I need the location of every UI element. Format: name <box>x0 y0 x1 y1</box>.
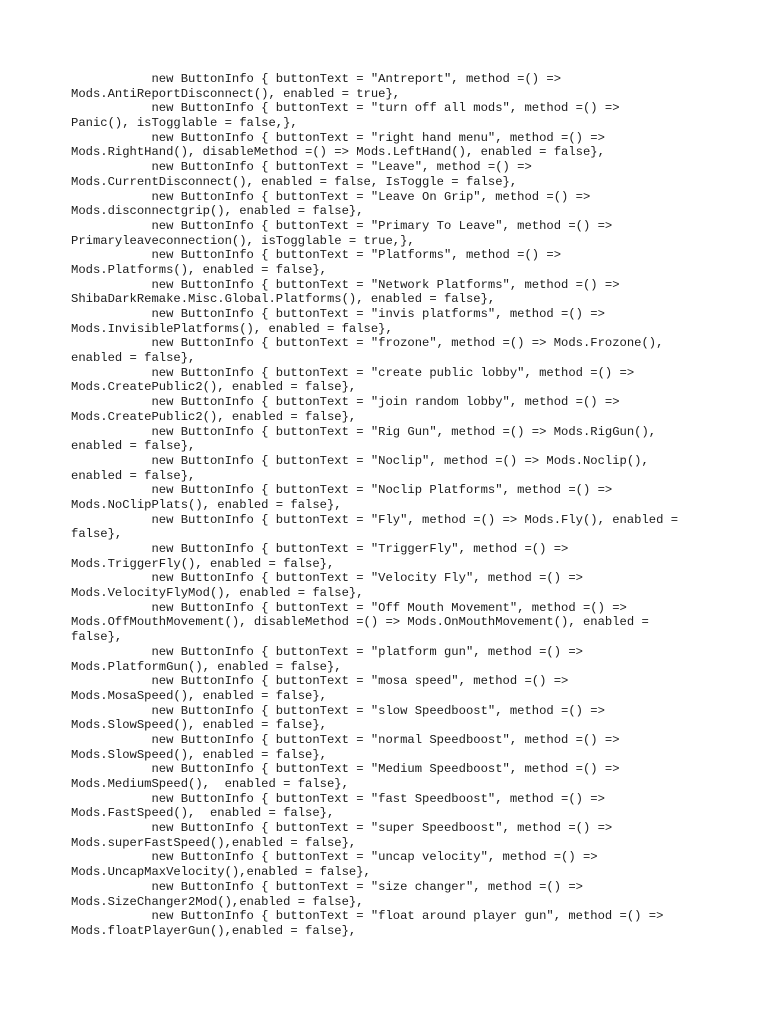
code-line: new ButtonInfo { buttonText = "Velocity Fly", method =() => <box>71 571 583 586</box>
code-line: new ButtonInfo { buttonText = "platform gun", method =() => <box>71 644 583 659</box>
code-line: new ButtonInfo { buttonText = "size changer", method =() => <box>71 879 583 894</box>
code-line: Mods.OffMouthMovement(), disableMethod =() => Mods.OnMouthMovement(), enabled = <box>71 615 649 630</box>
code-line: Mods.SlowSpeed(), enabled = false}, <box>71 718 327 733</box>
code-line: Mods.SlowSpeed(), enabled = false}, <box>71 747 327 762</box>
code-line: new ButtonInfo { buttonText = "create public lobby", method =() => <box>71 365 635 380</box>
code-line: new ButtonInfo { buttonText = "TriggerFly", method =() => <box>71 542 569 556</box>
code-line: new ButtonInfo { buttonText = "turn off all mods", method =() => <box>71 101 620 116</box>
code-line: enabled = false}, <box>71 468 196 483</box>
code-line: Mods.PlatformGun(), enabled = false}, <box>71 659 342 674</box>
code-line: Mods.disconnectgrip(), enabled = false}, <box>71 204 364 219</box>
code-line: new ButtonInfo { buttonText = "Network Platforms", method =() => <box>71 277 620 292</box>
code-line: false}, <box>71 527 123 542</box>
code-line: Mods.InvisiblePlatforms(), enabled = false}, <box>71 321 393 336</box>
code-line: Mods.CreatePublic2(), enabled = false}, <box>71 380 357 395</box>
code-line: Mods.RightHand(), disableMethod =() => Mods.LeftHand(), enabled = false}, <box>71 145 605 160</box>
code-line: Mods.MediumSpeed(), enabled = false}, <box>71 777 349 791</box>
code-line: new ButtonInfo { buttonText = "right hand menu", method =() => <box>71 130 605 145</box>
code-line: new ButtonInfo { buttonText = "slow Speedboost", method =() => <box>71 703 605 718</box>
code-line: Mods.UncapMaxVelocity(),enabled = false}, <box>71 865 371 880</box>
code-line: Primaryleaveconnection(), isTogglable = true,}, <box>71 233 415 248</box>
code-line: new ButtonInfo { buttonText = "invis platforms", method =() => <box>71 307 605 321</box>
code-line: new ButtonInfo { buttonText = "Medium Speedboost", method =() => <box>71 762 620 777</box>
code-line: Mods.VelocityFlyMod(), enabled = false}, <box>71 586 364 601</box>
code-line: new ButtonInfo { buttonText = "Fly", method =() => Mods.Fly(), enabled = <box>71 512 679 527</box>
code-line: new ButtonInfo { buttonText = "Platforms", method =() => <box>71 248 562 263</box>
code-line: new ButtonInfo { buttonText = "Noclip", method =() => Mods.Noclip(), <box>71 453 649 468</box>
code-line: Mods.SizeChanger2Mod(),enabled = false}, <box>71 894 364 909</box>
code-line: Mods.superFastSpeed(),enabled = false}, <box>71 835 357 850</box>
code-line: new ButtonInfo { buttonText = "super Speedboost", method =() => <box>71 821 613 836</box>
code-line: enabled = false}, <box>71 351 196 366</box>
code-line: enabled = false}, <box>71 439 196 454</box>
code-line: new ButtonInfo { buttonText = "uncap velocity", method =() => <box>71 850 598 865</box>
code-line: new ButtonInfo { buttonText = "frozone", method =() => Mods.Frozone(), <box>71 336 664 351</box>
code-line: Mods.CreatePublic2(), enabled = false}, <box>71 409 357 424</box>
code-line: new ButtonInfo { buttonText = "Leave On Grip", method =() => <box>71 189 591 204</box>
code-line: new ButtonInfo { buttonText = "normal Speedboost", method =() => <box>71 732 620 747</box>
code-listing <box>71 72 731 939</box>
code-line: Mods.AntiReportDisconnect(), enabled = true}, <box>71 86 401 101</box>
code-line: Mods.CurrentDisconnect(), enabled = false, IsToggle = false}, <box>71 174 518 189</box>
code-line: new ButtonInfo { buttonText = "join random lobby", method =() => <box>71 395 620 410</box>
code-line: Mods.FastSpeed(), enabled = false}, <box>71 806 335 821</box>
code-line: Mods.NoClipPlats(), enabled = false}, <box>71 497 342 512</box>
code-line: Panic(), isTogglable = false,}, <box>71 116 298 131</box>
code-line: Mods.Platforms(), enabled = false}, <box>71 262 327 277</box>
code-line: ShibaDarkRemake.Misc.Global.Platforms(), enabled = false}, <box>71 292 496 307</box>
code-line: new ButtonInfo { buttonText = "Primary To Leave", method =() => <box>71 218 613 233</box>
code-line: new ButtonInfo { buttonText = "float around player gun", method =() => <box>71 909 664 924</box>
code-line: Mods.MosaSpeed(), enabled = false}, <box>71 688 327 703</box>
code-line: new ButtonInfo { buttonText = "Rig Gun", method =() => Mods.RigGun(), <box>71 424 657 439</box>
code-line: new ButtonInfo { buttonText = "Noclip Platforms", method =() => <box>71 483 613 498</box>
code-line: new ButtonInfo { buttonText = "Antreport", method =() => <box>71 72 562 86</box>
code-line: new ButtonInfo { buttonText = "Leave", method =() => <box>71 160 532 175</box>
code-line: Mods.TriggerFly(), enabled = false}, <box>71 556 335 571</box>
code-line: new ButtonInfo { buttonText = "Off Mouth Movement", method =() => <box>71 600 627 615</box>
code-line: new ButtonInfo { buttonText = "fast Speedboost", method =() => <box>71 791 605 806</box>
code-line: Mods.floatPlayerGun(),enabled = false}, <box>71 923 357 938</box>
code-line: new ButtonInfo { buttonText = "mosa speed", method =() => <box>71 674 569 689</box>
code-line: false}, <box>71 630 123 645</box>
